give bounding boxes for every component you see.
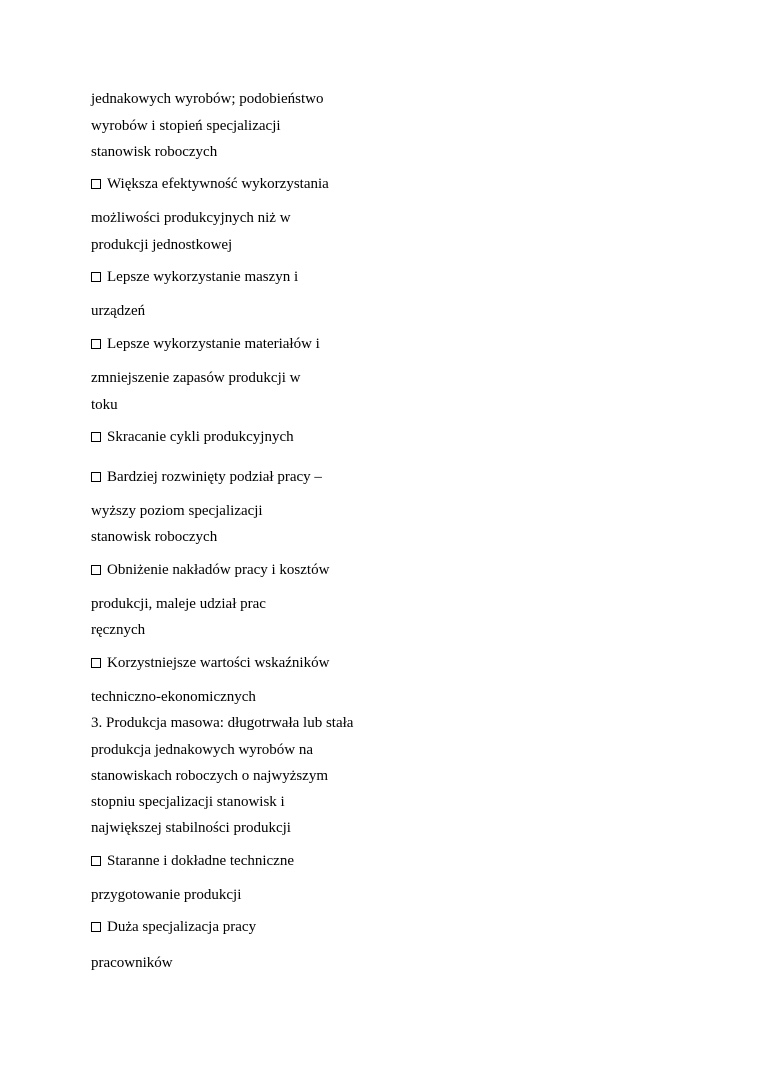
checkbox-icon bbox=[91, 272, 101, 282]
bullet-continuation: wyższy poziom specjalizacji bbox=[91, 503, 263, 519]
section-heading: 3. Produkcja masowa: długotrwała lub stała bbox=[91, 715, 354, 731]
bullet-continuation: stanowisk roboczych bbox=[91, 529, 218, 545]
intro-line: wyrobów i stopień specjalizacji bbox=[91, 118, 281, 134]
bullet-continuation: toku bbox=[91, 397, 118, 413]
bullet-item bbox=[91, 175, 329, 193]
bullet-continuation: możliwości produkcyjnych niż w bbox=[91, 210, 291, 226]
section-line: produkcja jednakowych wyrobów na bbox=[91, 742, 314, 758]
section-line: stanowiskach roboczych o najwyższym bbox=[91, 768, 329, 784]
bullet-continuation: techniczno-ekonomicznych bbox=[91, 689, 256, 705]
bullet-continuation: produkcji jednostkowej bbox=[91, 237, 233, 253]
bullet-item bbox=[91, 918, 256, 936]
bullet-continuation: przygotowanie produkcji bbox=[91, 887, 242, 903]
checkbox-icon bbox=[91, 922, 101, 932]
bullet-text: Skracanie cykli produkcyjnych bbox=[107, 429, 294, 445]
bullet-continuation: produkcji, maleje udział prac bbox=[91, 596, 266, 612]
bullet-text: Obniżenie nakładów pracy i kosztów bbox=[107, 562, 330, 578]
bullet-text: Staranne i dokładne techniczne bbox=[107, 853, 295, 869]
bullet-item bbox=[91, 852, 294, 870]
checkbox-icon bbox=[91, 658, 101, 668]
checkbox-icon bbox=[91, 856, 101, 866]
bullet-item bbox=[91, 335, 320, 353]
bullet-text: Bardziej rozwinięty podział pracy – bbox=[107, 469, 322, 485]
intro-line: stanowisk roboczych bbox=[91, 144, 218, 160]
bullet-item bbox=[91, 654, 329, 672]
bullet-continuation: urządzeń bbox=[91, 303, 146, 319]
section-line: największej stabilności produkcji bbox=[91, 820, 291, 836]
bullet-text: Większa efektywność wykorzystania bbox=[107, 176, 329, 192]
checkbox-icon bbox=[91, 339, 101, 349]
bullet-text: Duża specjalizacja pracy bbox=[107, 919, 257, 935]
bullet-continuation: pracowników bbox=[91, 955, 173, 971]
bullet-item bbox=[91, 268, 298, 286]
bullet-item bbox=[91, 428, 294, 446]
bullet-continuation: zmniejszenie zapasów produkcji w bbox=[91, 370, 301, 386]
bullet-continuation: ręcznych bbox=[91, 622, 146, 638]
checkbox-icon bbox=[91, 432, 101, 442]
checkbox-icon bbox=[91, 472, 101, 482]
bullet-item bbox=[91, 561, 329, 579]
bullet-text: Lepsze wykorzystanie materiałów i bbox=[107, 336, 320, 352]
bullet-item bbox=[91, 468, 322, 486]
intro-line: jednakowych wyrobów; podobieństwo bbox=[91, 91, 324, 107]
bullet-text: Korzystniejsze wartości wskaźników bbox=[107, 655, 330, 671]
checkbox-icon bbox=[91, 179, 101, 189]
section-line: stopniu specjalizacji stanowisk i bbox=[91, 794, 285, 810]
bullet-text: Lepsze wykorzystanie maszyn i bbox=[107, 269, 299, 285]
checkbox-icon bbox=[91, 565, 101, 575]
